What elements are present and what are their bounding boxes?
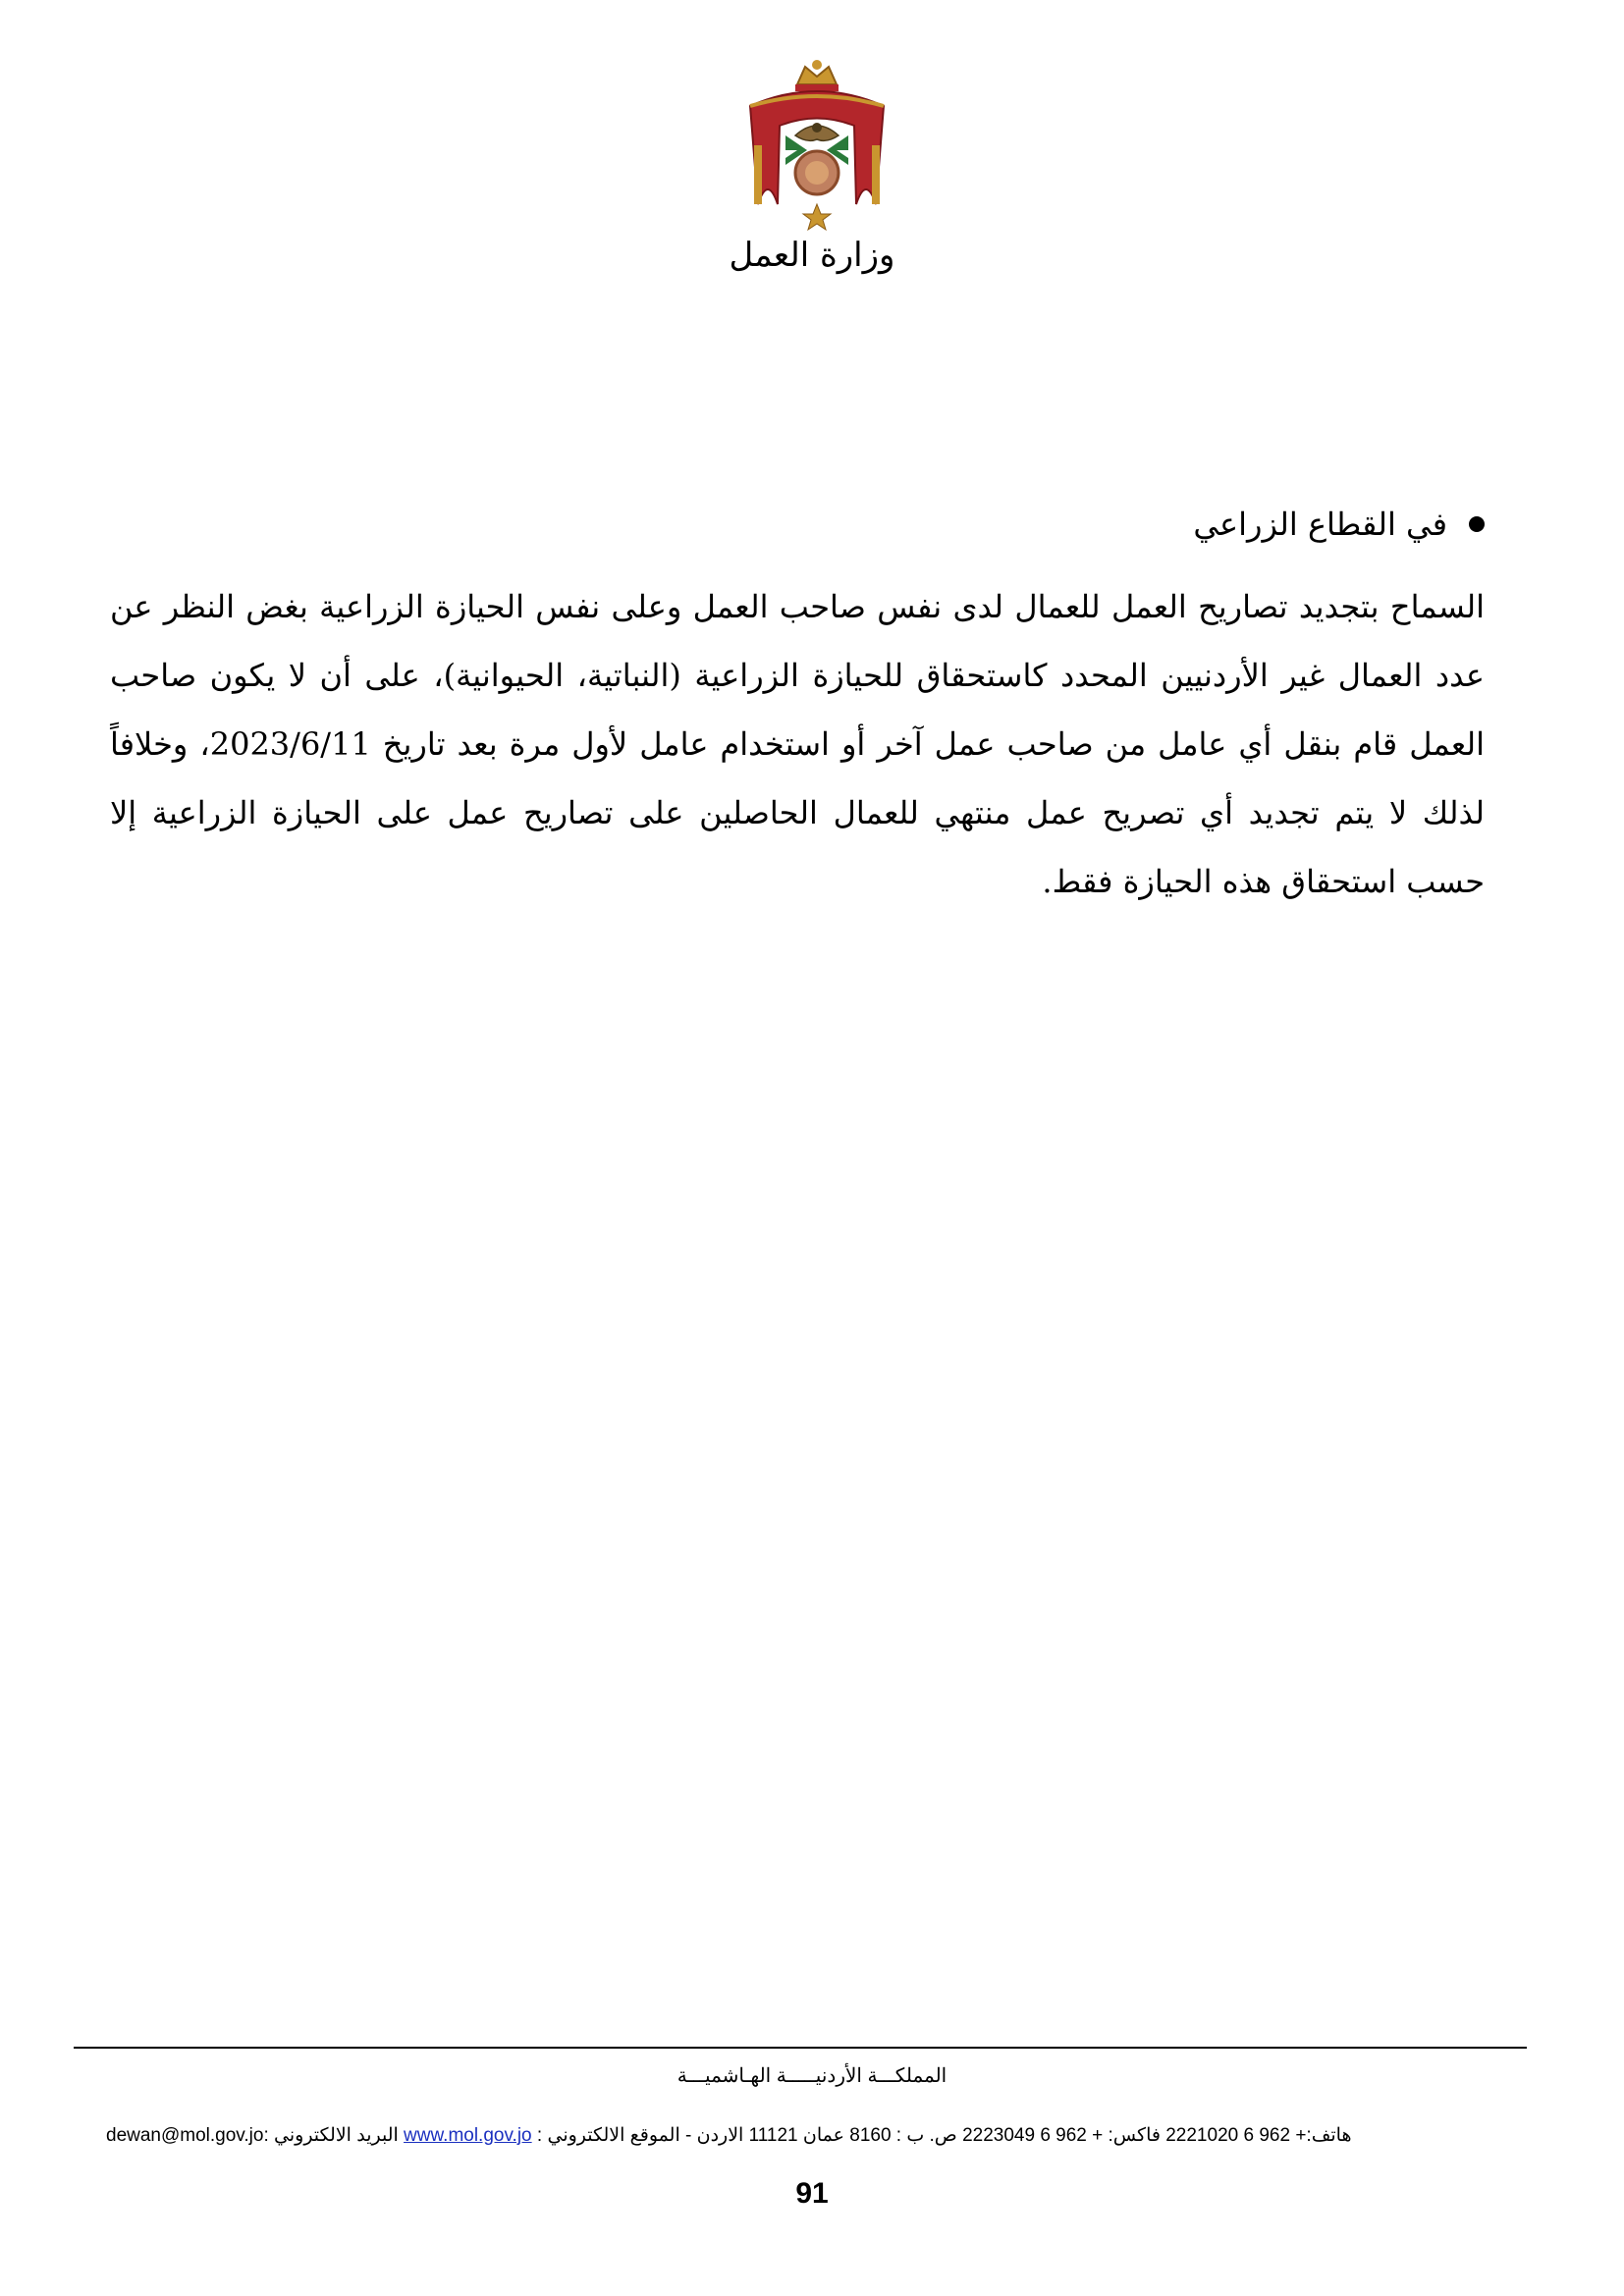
section-heading [110, 506, 1485, 543]
bullet-icon [1469, 516, 1485, 532]
coat-of-arms-icon [729, 57, 905, 239]
section-heading-text: في القطاع الزراعي [1193, 506, 1447, 543]
footer-contact-suffix: البريد الالكتروني :dewan@mol.gov.jo [106, 2125, 405, 2146]
page-number: 91 [795, 2177, 829, 2210]
section-paragraph: السماح بتجديد تصاريح العمل للعمال لدى نفس صاحب العمل وعلى نفس الحيازة الزراعية بغض النظر عن عدد العمال غير الأردنيين المحدد كاستحقاق للحيازة الزراعية (النباتية، الحيوانية)، على أن لا يكون صاحب العمل قام بنقل أي عامل من صاحب عمل آخر أو استخدام عامل لأول مرة بعد تاريخ 2023/6/11، وخلافاً لذلك لا يتم تجديد أي تصريح عمل منتهي للعمال الحاصلين على تصاريح عمل على الحيازة الزراعية إلا حسب استحقاق هذه الحيازة فقط. [110, 588, 1486, 900]
footer-kingdom: المملكـــة الأردنيـــــة الهـاشميـــة [677, 2065, 947, 2087]
ministry-name: وزارة العمل [729, 236, 895, 275]
footer-divider [74, 2047, 1527, 2049]
footer-contact-prefix: هاتف:+ 962 6 2221020 فاكس: + 962 6 2223049 ص. ب : 8160 عمان 11121 الاردن - الموقع الالكتروني : [531, 2125, 1352, 2146]
footer-contact [106, 2124, 1490, 2147]
website-link[interactable]: www.mol.gov.jo [404, 2125, 532, 2146]
section-content [110, 506, 1485, 916]
